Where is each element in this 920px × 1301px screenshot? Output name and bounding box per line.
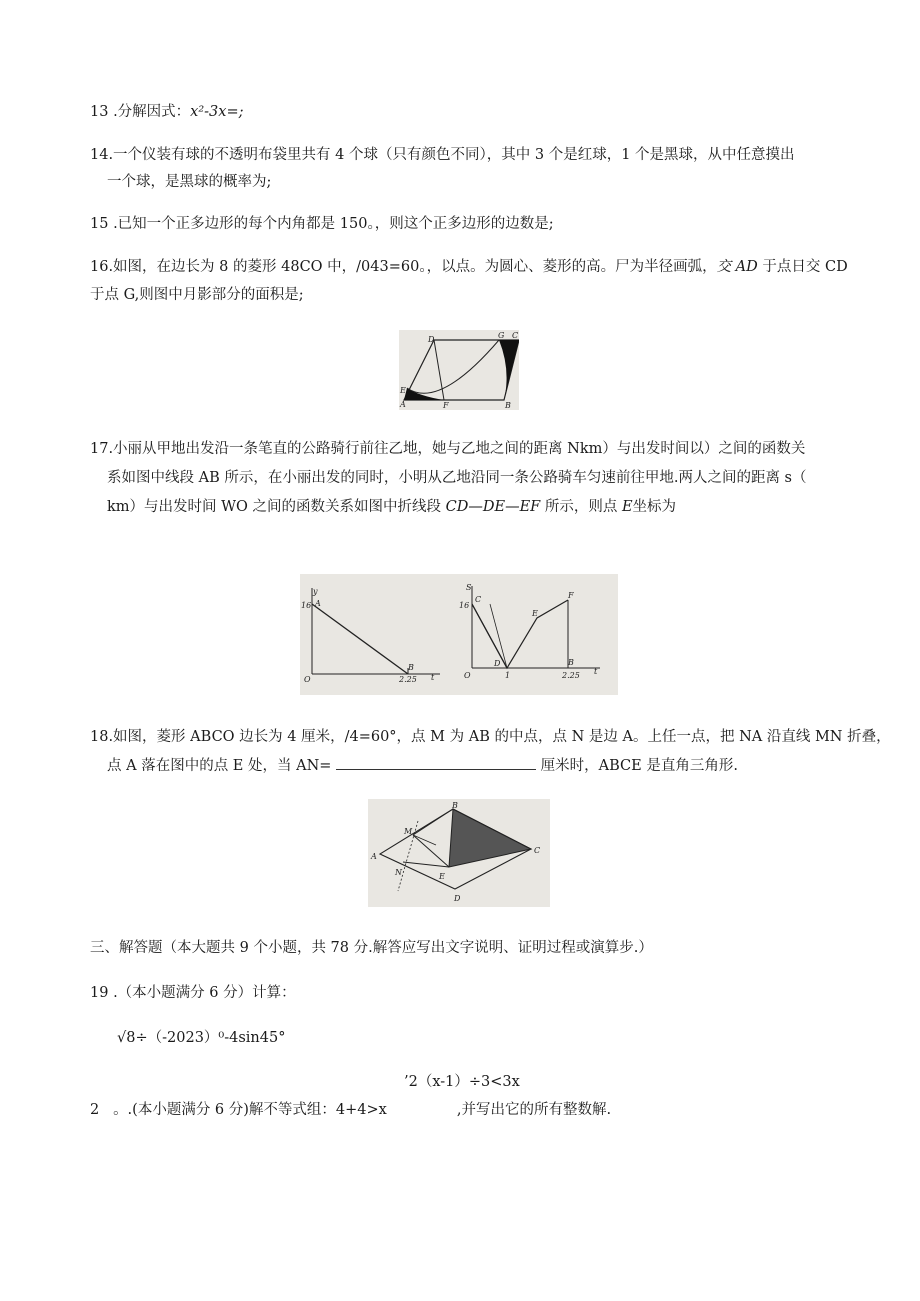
q15-number: 15 — [90, 216, 109, 232]
q13 — [90, 102, 244, 122]
q13-number: 13 — [90, 104, 109, 120]
q16-text-1a: .如图，在边长为 8 的菱形 48CO 中，/043=60。，以点。为圆心、菱形的高。尸为半径画弧， — [108, 259, 717, 275]
q18-text-2a: 点 A 落在图中的点 E 处，当 AN= — [107, 758, 332, 774]
q17-right-xtick-1: 1 — [505, 671, 511, 680]
q17-right-origin: O — [464, 671, 471, 680]
q13-text: .分解因式： — [113, 104, 191, 120]
q20-system-top: ’2（x-1）÷3<3x — [404, 1074, 520, 1090]
q18-figure — [368, 799, 550, 907]
q17-right-label-d: D — [494, 659, 501, 668]
q16-shade-right — [499, 340, 519, 400]
q19 — [90, 983, 296, 1003]
q19-expression: √8÷（-2023）⁰-4sin45° — [117, 1030, 286, 1046]
q18-label-a: A — [371, 852, 377, 861]
q18-number: 18 — [90, 729, 109, 745]
q16-label-f: F — [443, 401, 449, 410]
q20-text-a: 。.(本小题满分 6 分)解不等式组：4+4>x — [113, 1102, 387, 1118]
q18-answer-blank — [336, 755, 536, 770]
q16-line-2: 于点 G,则图中月影部分的面积是; — [90, 287, 304, 303]
q18-line-1 — [90, 727, 891, 747]
q17-right-ylabel: S — [466, 583, 472, 592]
q17-line-2: 系如图中线段 AB 所示，在小丽出发的同时，小明从乙地沿同一条公路骑车匀速前往甲地.两人之间的距离 s（ — [107, 470, 807, 486]
q17-right-label-c: C — [475, 595, 482, 604]
q19-text: .（本小题满分 6 分）计算： — [113, 985, 296, 1001]
q17-left-label-b: B — [408, 663, 414, 672]
q17-left-graph — [301, 587, 440, 684]
q16-text-1b: 交 AD — [716, 259, 758, 275]
q16-label-a: A — [400, 400, 406, 409]
q16-label-d: D — [428, 335, 435, 344]
q17-number: 17 — [90, 441, 109, 457]
q17-left-origin: O — [304, 675, 311, 684]
q16-line-1 — [90, 257, 848, 277]
q17-text-3e: 坐标为 — [632, 499, 677, 515]
q17-left-ylabel: y — [313, 587, 318, 596]
q18-label-n: N — [395, 868, 402, 877]
q16-figure — [399, 330, 519, 410]
q18-label-d: D — [454, 894, 461, 903]
q16-label-c: C — [512, 331, 519, 340]
q17-text-3b: CD—DE—EF — [445, 499, 541, 515]
q17-segment-ab — [312, 604, 408, 674]
q18-text-1: .如图，菱形 ABCO 边长为 4 厘米，/4=60°，点 M 为 AB 的中点，点 N 是边 A。上任一点，把 NA 沿直线 MN 折叠， — [108, 729, 891, 745]
q20-text-b: ,并写出它的所有整数解. — [456, 1102, 612, 1118]
q17-right-ytick: 16 — [459, 601, 470, 610]
q17-line-1 — [90, 439, 805, 459]
q17-text-3a: km）与出发时间 WO 之间的函数关系如图中折线段 — [107, 499, 446, 515]
q17-right-label-f: F — [568, 591, 574, 600]
q17-text-3d: E — [621, 499, 633, 515]
q17-text-3c: 所示，则点 — [540, 499, 622, 515]
q17-figure — [300, 574, 618, 695]
q18-text-2b: 厘米时，ABCE 是直角三角形. — [540, 758, 738, 774]
q18-label-m: M — [404, 827, 413, 836]
q18-label-c: C — [534, 846, 541, 855]
q14-text-1: .一个仪装有球的不透明布袋里共有 4 个球（只有颜色不同），其中 3 个是红球，1 个是黑球，从中任意摸出 — [108, 147, 795, 163]
q14-number: 14 — [90, 147, 109, 163]
q17-right-label-b: B — [568, 658, 574, 667]
q16-label-g: G — [498, 331, 505, 340]
q16-text-1c: 于点日交 CD — [757, 259, 848, 275]
q14-line-2: 一个球，是黑球的概率为; — [107, 174, 272, 190]
q17-line-3 — [107, 497, 676, 517]
q20 — [90, 1100, 611, 1120]
q17-right-xlabel: t — [594, 667, 598, 676]
q16-label-e: E — [400, 386, 406, 395]
q18-label-b: B — [452, 801, 458, 810]
q17-left-xlabel: t — [431, 673, 435, 682]
q14-line-1 — [90, 145, 795, 165]
q17-polyline-cdef — [472, 600, 568, 668]
q15-text: .已知一个正多边形的每个内角都是 150。，则这个正多边形的边数是; — [113, 216, 554, 232]
q17-text-1: .小丽从甲地出发沿一条笔直的公路骑行前往乙地，她与乙地之间的距离 Nkm）与出发时间以）之间的函数关 — [108, 441, 806, 457]
q15 — [90, 214, 554, 234]
q18-line-2 — [107, 755, 738, 776]
q18-label-e: E — [439, 872, 445, 881]
q16-label-b: B — [505, 401, 511, 410]
q19-number: 19 — [90, 985, 109, 1001]
q18-shaded-triangle — [449, 809, 531, 867]
q17-right-graph — [459, 583, 600, 680]
q16-number: 16 — [90, 259, 109, 275]
q20-number: 2 — [90, 1102, 100, 1118]
q17-right-label-e: E — [532, 609, 538, 618]
q13-expression: x²-3x=; — [190, 104, 244, 120]
q17-right-xtick-2: 2.25 — [562, 671, 580, 680]
q17-left-xtick: 2.25 — [399, 675, 417, 684]
section-3-heading: 三、解答题（本大题共 9 个小题，共 78 分.解答应写出文字说明、证明过程或演算步.） — [90, 940, 653, 956]
q17-left-label-a: A — [315, 599, 321, 608]
q17-left-ytick: 16 — [301, 601, 312, 610]
